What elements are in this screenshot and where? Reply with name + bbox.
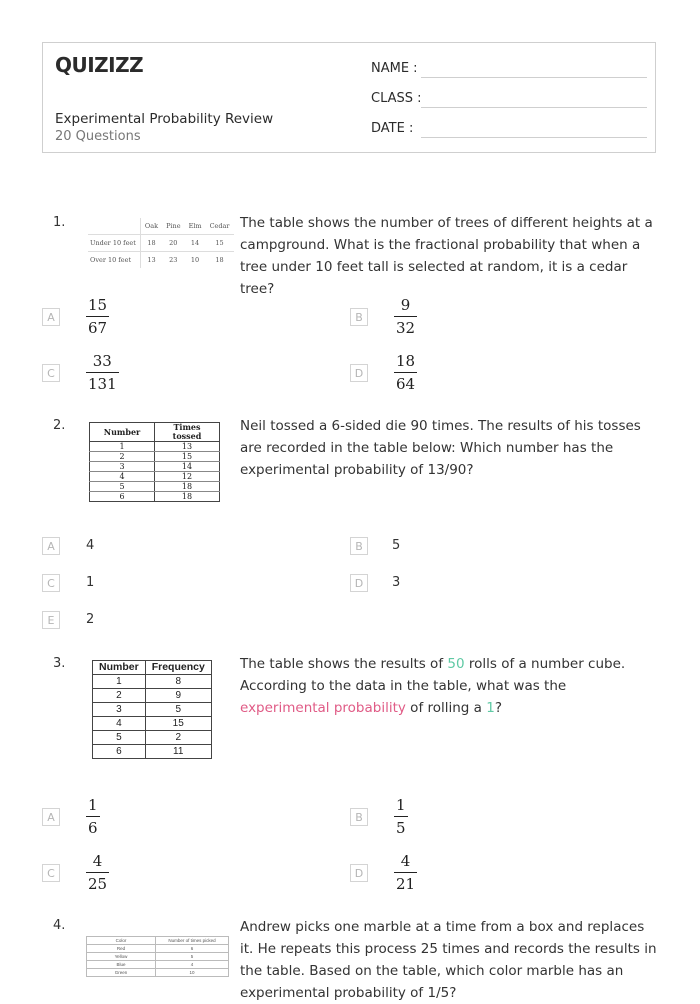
table-cell: 2	[90, 452, 155, 462]
numerator: 18	[396, 352, 416, 370]
table-cell: 18	[155, 482, 220, 492]
question-text-part: ?	[494, 700, 502, 716]
fraction-answer	[394, 352, 417, 393]
table-cell: 6	[93, 745, 146, 759]
question-text: Neil tossed a 6-sided die 90 times. The results of his tosses are recorded in the table below: Which number has the experimental probability of 13/90?	[240, 418, 641, 478]
table-cell: 9	[145, 689, 211, 703]
table-cell: 5	[93, 731, 146, 745]
table-header-cell: Elm	[185, 218, 206, 235]
worksheet-title: Experimental Probability Review	[55, 111, 274, 127]
table-header-cell: Times tossed	[155, 423, 220, 442]
table-cell: Blue	[87, 961, 156, 969]
option-letter-box[interactable]: A	[42, 808, 60, 826]
numerator: 15	[88, 296, 108, 314]
table-header-cell: Pine	[162, 218, 185, 235]
highlight-number: 1	[486, 700, 495, 716]
table-cell: 2	[145, 731, 211, 745]
table-cell: 23	[169, 256, 178, 264]
question-text-part: rolls of a number cube. According to the data in the table, what was the	[240, 656, 626, 694]
option-letter-box[interactable]: D	[350, 574, 368, 592]
date-line[interactable]	[421, 137, 647, 138]
fraction-answer	[86, 852, 109, 893]
numerator: 9	[400, 296, 411, 314]
table-cell: 14	[185, 235, 206, 252]
option-letter-box[interactable]: C	[42, 364, 60, 382]
table-cell: 5	[156, 953, 229, 961]
table-cell: 1	[93, 675, 146, 689]
option-text: 5	[392, 538, 401, 553]
option-letter-box[interactable]: B	[350, 808, 368, 826]
die-tosses-table	[89, 422, 220, 502]
table-cell: Yellow	[87, 953, 156, 961]
table-cell: 13	[155, 442, 220, 452]
worksheet-header	[42, 42, 656, 153]
option-letter-box[interactable]: C	[42, 574, 60, 592]
table-header-cell: Color	[87, 937, 156, 945]
denominator: 21	[396, 875, 416, 893]
option-letter-box[interactable]: A	[42, 308, 60, 326]
question-number: 4.	[53, 918, 66, 933]
name-line[interactable]	[421, 77, 647, 78]
fraction-answer	[394, 852, 417, 893]
question-text-part: of rolling a	[405, 700, 487, 716]
highlight-term: experimental probability	[240, 700, 406, 716]
table-header-cell: Frequency	[145, 661, 211, 675]
table-cell: 18	[215, 256, 224, 264]
denominator: 5	[396, 819, 406, 837]
number-cube-table	[92, 660, 212, 759]
fraction-answer	[394, 296, 417, 337]
table-cell: 4	[93, 717, 146, 731]
denominator: 32	[396, 319, 416, 337]
question-number: 2.	[53, 418, 66, 433]
table-header-cell	[88, 218, 140, 235]
fraction-answer	[86, 296, 109, 337]
table-cell: 13	[140, 252, 162, 269]
option-text: 4	[86, 538, 95, 553]
table-cell: Red	[87, 945, 156, 953]
table-cell: 5	[145, 703, 211, 717]
table-cell: Under 10 feet	[88, 235, 140, 252]
numerator: 4	[400, 852, 411, 870]
denominator: 6	[88, 819, 98, 837]
table-cell: 4	[90, 472, 155, 482]
table-cell: 18	[140, 235, 162, 252]
fraction-answer	[86, 796, 100, 837]
denominator: 67	[88, 319, 108, 337]
table-cell: 18	[155, 492, 220, 502]
highlight-number: 50	[447, 656, 465, 672]
table-cell: 15	[155, 452, 220, 462]
question-number: 3.	[53, 656, 66, 671]
marble-table	[86, 936, 229, 977]
fraction-answer	[86, 352, 119, 393]
table-cell: 3	[90, 462, 155, 472]
table-cell: 6	[119, 492, 125, 501]
question-text	[240, 653, 660, 719]
question-number: 1.	[53, 215, 66, 230]
table-cell: 2	[93, 689, 146, 703]
option-letter-box[interactable]: B	[350, 308, 368, 326]
fraction-answer	[394, 796, 408, 837]
table-cell: 15	[206, 235, 234, 252]
numerator: 4	[92, 852, 103, 870]
option-text: 2	[86, 612, 95, 627]
table-cell: 10	[156, 969, 229, 977]
option-letter-box[interactable]: A	[42, 537, 60, 555]
table-cell: 5	[90, 482, 155, 492]
table-cell: 6	[156, 945, 229, 953]
table-cell: 10	[190, 256, 200, 264]
table-cell: 11	[145, 745, 211, 759]
class-line[interactable]	[421, 107, 647, 108]
option-text: 1	[86, 575, 95, 590]
table-cell: 15	[145, 717, 211, 731]
question-text: The table shows the number of trees of different heights at a campground. What is the fractional probability that when a tree under 10 feet tall is selected at random, it is a cedar tree?	[240, 215, 653, 297]
table-cell: 1	[90, 442, 155, 452]
table-cell: Over 10 feet	[90, 256, 132, 264]
date-label: DATE :	[371, 121, 414, 136]
table-cell: 8	[145, 675, 211, 689]
option-text: 3	[392, 575, 401, 590]
table-cell: 12	[155, 472, 220, 482]
quizizz-logo: QUIZIZZ	[55, 53, 144, 77]
table-header-cell: Number of times picked	[156, 937, 229, 945]
denominator: 131	[88, 375, 117, 393]
table-header-cell: Number	[93, 661, 146, 675]
table-cell: 3	[93, 703, 146, 717]
option-letter-box[interactable]: D	[350, 364, 368, 382]
name-label: NAME :	[371, 61, 418, 76]
table-cell: Green	[87, 969, 156, 977]
question-count: 20 Questions	[55, 129, 141, 144]
denominator: 25	[88, 875, 108, 893]
denominator: 64	[396, 375, 416, 393]
table-header-cell: Number	[90, 423, 155, 442]
option-letter-box[interactable]: B	[350, 537, 368, 555]
question-text-part: The table shows the results of	[240, 656, 448, 672]
table-cell: 4	[156, 961, 229, 969]
option-letter-box[interactable]: D	[350, 864, 368, 882]
numerator: 1	[88, 796, 98, 814]
numerator: 33	[92, 352, 112, 370]
trees-table	[88, 218, 234, 268]
table-header-cell: Oak	[140, 218, 162, 235]
question-text: Andrew picks one marble at a time from a box and replaces it. He repeats this process 25 times and records the results in the table. Based on the table, which color marble has an experimental probability of 1/5?	[240, 919, 657, 1001]
option-letter-box[interactable]: C	[42, 864, 60, 882]
numerator: 1	[396, 796, 406, 814]
table-cell: 20	[162, 235, 185, 252]
class-label: CLASS :	[371, 91, 422, 106]
table-cell: 14	[155, 462, 220, 472]
table-header-cell: Cedar	[206, 218, 234, 235]
option-letter-box[interactable]: E	[42, 611, 60, 629]
